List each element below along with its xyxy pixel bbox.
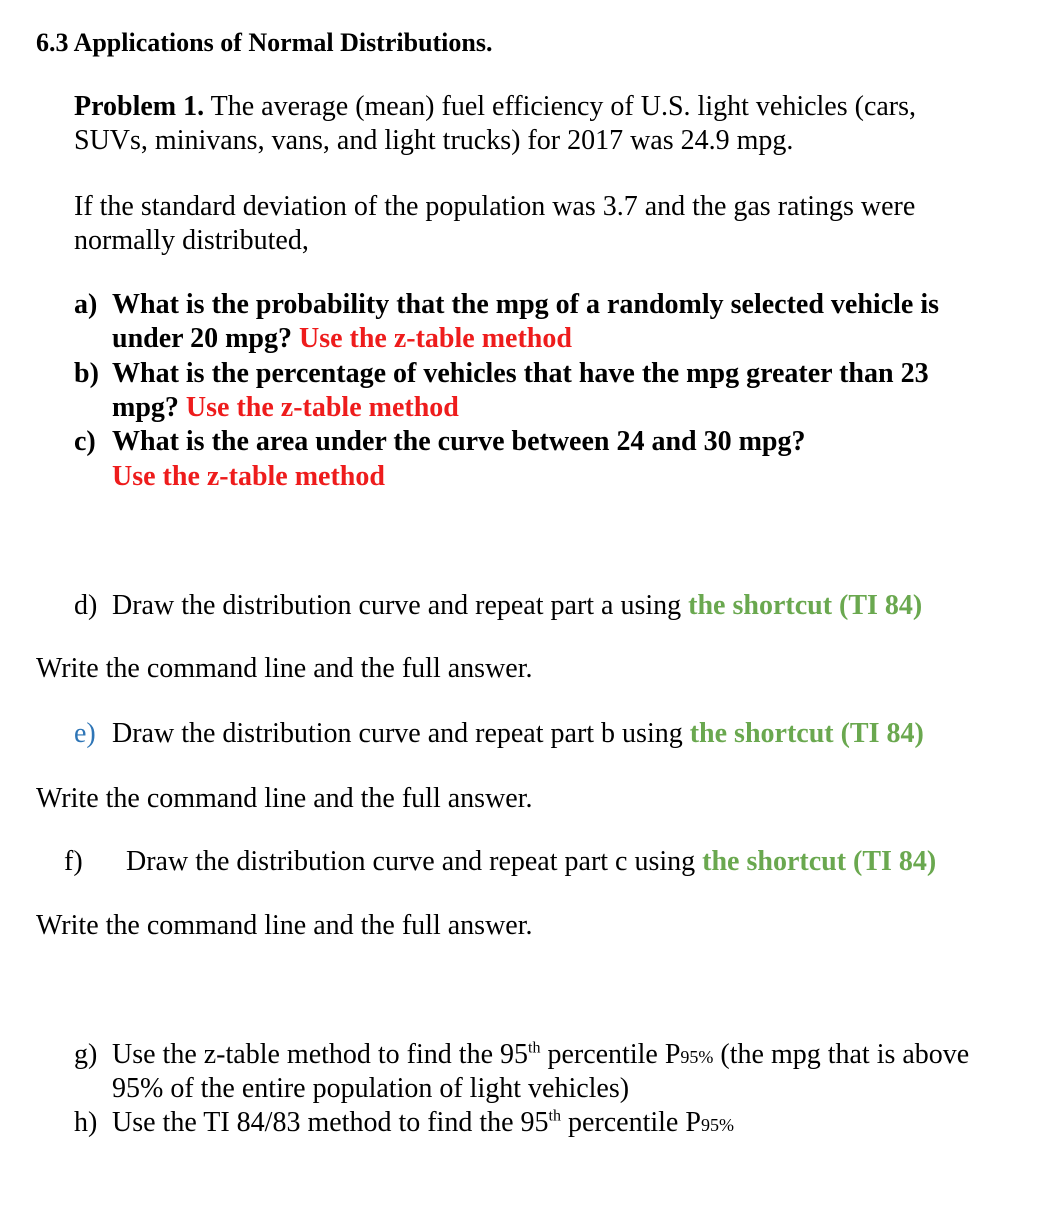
problem-line-2: SUVs, minivans, vans, and light trucks) for 2017 was 24.9 mpg. bbox=[74, 125, 794, 156]
part-f-shortcut: the shortcut (TI 84) bbox=[702, 846, 937, 877]
part-g-text-b: percentile P bbox=[547, 1039, 681, 1070]
part-g-sup: th bbox=[528, 1039, 541, 1057]
part-d-label: d) bbox=[74, 590, 98, 621]
part-g-text-c: (the mpg that is above bbox=[720, 1039, 970, 1070]
part-b-text-1: What is the percentage of vehicles that have the mpg greater than 23 bbox=[112, 358, 929, 389]
part-e-line bbox=[74, 717, 924, 751]
part-h-text-b: percentile P bbox=[567, 1107, 701, 1138]
problem-para2-line-2: normally distributed, bbox=[74, 225, 309, 256]
part-c-label: c) bbox=[74, 426, 96, 457]
part-c-text-1: What is the area under the curve between 24 and 30 mpg? bbox=[112, 426, 806, 457]
part-h-text-a: Use the TI 84/83 method to find the 95 bbox=[112, 1107, 549, 1138]
part-a-text-1: What is the probability that the mpg of a randomly selected vehicle is bbox=[112, 289, 940, 320]
part-g-sub: 95% bbox=[680, 1047, 714, 1067]
write-instruction-d: Write the command line and the full answer. bbox=[36, 653, 533, 684]
part-a-line-2 bbox=[112, 322, 572, 356]
part-e-text: Draw the distribution curve and repeat part b using bbox=[112, 718, 683, 749]
part-b-text-2: mpg? bbox=[112, 392, 179, 423]
write-instruction-f: Write the command line and the full answer. bbox=[36, 910, 533, 941]
part-h-sup: th bbox=[548, 1107, 561, 1125]
part-b-line-2 bbox=[112, 391, 459, 425]
part-a-text-2: under 20 mpg? bbox=[112, 323, 292, 354]
part-g-line-1 bbox=[74, 1038, 969, 1074]
part-h-label: h) bbox=[74, 1107, 98, 1138]
part-f-label: f) bbox=[64, 846, 83, 877]
part-b-line-1 bbox=[74, 357, 929, 391]
part-d-shortcut: the shortcut (TI 84) bbox=[688, 590, 923, 621]
part-c-method: Use the z-table method bbox=[112, 461, 385, 492]
write-instruction-e: Write the command line and the full answer. bbox=[36, 783, 533, 814]
part-a-line-1 bbox=[74, 288, 939, 322]
part-d-text: Draw the distribution curve and repeat part a using bbox=[112, 590, 682, 621]
part-g-label: g) bbox=[74, 1039, 98, 1070]
problem-text-1: The average (mean) fuel efficiency of U.S. light vehicles (cars, bbox=[210, 91, 917, 122]
part-d-line bbox=[74, 589, 922, 623]
part-e-label: e) bbox=[74, 718, 96, 749]
part-g-text-a: Use the z-table method to find the 95 bbox=[112, 1039, 528, 1070]
part-e-shortcut: the shortcut (TI 84) bbox=[689, 718, 924, 749]
part-a-method: Use the z-table method bbox=[298, 323, 572, 354]
part-h-line bbox=[74, 1106, 734, 1142]
part-b-label: b) bbox=[74, 358, 99, 389]
part-a-label: a) bbox=[74, 289, 98, 320]
part-g-line-2: 95% of the entire population of light vehicles) bbox=[112, 1073, 630, 1104]
part-f-text: Draw the distribution curve and repeat part c using bbox=[126, 846, 696, 877]
problem-label: Problem 1. bbox=[74, 91, 205, 122]
part-c-line-1 bbox=[74, 425, 806, 459]
problem-para2-line-1: If the standard deviation of the population was 3.7 and the gas ratings were bbox=[74, 191, 916, 222]
part-f-line bbox=[64, 845, 936, 879]
part-h-sub: 95% bbox=[700, 1115, 734, 1135]
part-b-method: Use the z-table method bbox=[185, 392, 459, 423]
problem-line-1 bbox=[74, 90, 916, 124]
section-title: 6.3 Applications of Normal Distributions. bbox=[36, 28, 493, 57]
